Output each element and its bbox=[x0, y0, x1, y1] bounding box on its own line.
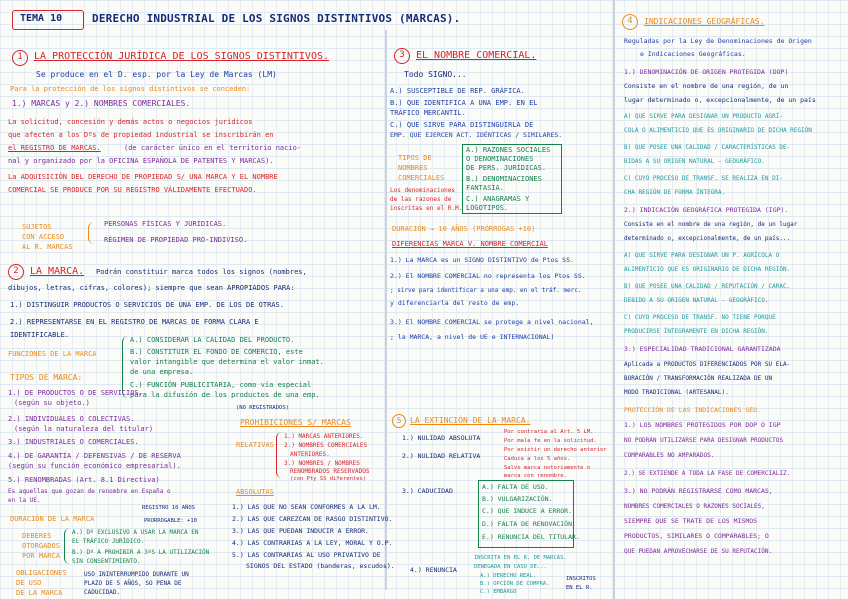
absolutas-label: ABSOLUTAS bbox=[236, 488, 274, 496]
proteccion-3a: 3.) NO PODRÁN REGISTRARSE COMO MARCAS, bbox=[624, 487, 773, 495]
diferencia-3a: 3.) El NOMBRE COMERCIAL se protege a nivel nacional, bbox=[390, 318, 594, 326]
extincion-label: LA EXTINCIÓN DE LA MARCA. bbox=[410, 416, 531, 425]
proteccion-1a: 1.) LOS NOMBRES PROTEGIDOS POR DOP O IGP bbox=[624, 421, 781, 429]
tipo-2b: (según la naturaleza del titular) bbox=[14, 425, 154, 433]
section-4-number: 4 bbox=[622, 14, 638, 30]
funcion-b3: de una empresa. bbox=[130, 368, 194, 376]
obligaciones-label-3: DE LA MARCA bbox=[16, 589, 63, 597]
igp-title: 2.) INDICACIÓN GEOGRÁFICA PROTEGIDA (IGP). bbox=[624, 206, 789, 214]
obligacion-t1: USO ININTERRUMPIDO DURANTE UN bbox=[84, 571, 189, 578]
obligaciones-label-2: DE USO bbox=[16, 579, 42, 587]
dop-b2: BIDAS A SU ORIGEN NATURAL - GEOGRÁFICO. bbox=[624, 158, 765, 165]
deberes-label-2: OTORGADOS bbox=[22, 542, 60, 550]
diferencia-2c: y diferenciarla del resto de emp. bbox=[390, 299, 520, 307]
diferencia-1: 1.) La MARCA es un SIGNO DISTINTIVO de Ptos SS. bbox=[390, 256, 574, 264]
diferencia-2a: 2.) El NOMBRE COMERCIAL no representa los Ptos SS. bbox=[390, 272, 586, 280]
tn-a2: O DENOMINACIONES bbox=[466, 155, 534, 163]
column-divider-2 bbox=[613, 0, 615, 599]
etg-line-2: BORACIÓN / TRANSFORMACIÓN REALIZADA DE UN bbox=[624, 375, 773, 382]
igp-c2: PRODUCIRSE ÍNTEGRAMENTE EN DICHA REGIÓN. bbox=[624, 328, 769, 335]
sujetos-option-1: PERSONAS FÍSICAS Y JURÍDICAS. bbox=[104, 220, 227, 228]
caducidad-c: C.) QUE INDUCE A ERROR. bbox=[482, 507, 573, 515]
obligacion-t2: PLAZO DE 5 AÑOS, SO PENA DE bbox=[84, 580, 182, 587]
tn-c2: LOGOTIPOS. bbox=[466, 204, 509, 212]
funcion-a: A.) CONSIDERAR LA CALIDAD DEL PRODUCTO. bbox=[130, 336, 295, 344]
absoluta-5b: SIGNOS DEL ESTADO (banderas, escudos). bbox=[246, 562, 395, 570]
funcion-note: (NO REGISTRADOS) bbox=[236, 405, 289, 411]
extincion-1-note-1: Por contraria al Art. 5 LM. bbox=[504, 429, 594, 435]
renuncia-4: B.) OPCIÓN DE COMPRA. bbox=[480, 581, 550, 587]
section-3-number: 3 bbox=[394, 48, 410, 64]
s3-c2: EMP. QUE EJERCEN ACT. IDÉNTICAS / SIMILARES. bbox=[390, 131, 563, 139]
etg-line-3: MODO TRADICIONAL (ARTESANAL). bbox=[624, 389, 729, 396]
extincion-1: 1.) NULIDAD ABSOLUTA bbox=[402, 434, 481, 442]
funcion-b1: B.) CONSTITUIR EL FONDO DE COMERCIO, este bbox=[130, 348, 303, 356]
renuncia-6: INSCRITOS bbox=[566, 576, 596, 582]
s1-line-1: La solicitud, concesión y demás actos o negocios jurídicos bbox=[8, 118, 253, 126]
section-4-title: INDICACIONES GEOGRÁFICAS. bbox=[644, 17, 765, 26]
s2-line-1: Podrán constituir marca todos los signos (nombres, bbox=[96, 268, 307, 276]
proteccion-title: PROTECCIÓN DE LAS INDICACIONES GEO. bbox=[624, 406, 761, 414]
tn-a1: A.) RAZONES SOCIALES bbox=[466, 146, 551, 154]
funciones-label: FUNCIONES DE LA MARCA bbox=[8, 350, 97, 358]
section-3-title: EL NOMBRE COMERCIAL. bbox=[416, 50, 537, 61]
absoluta-5a: 5.) LAS CONTRARIAS AL USO PRIVATIVO DE bbox=[232, 551, 381, 559]
deber-a2: EL TRÁFICO JURÍDICO. bbox=[72, 538, 145, 545]
tipos-nombre-label-1: TIPOS DE bbox=[398, 154, 432, 162]
absoluta-2: 2.) LAS QUE CAREZCAN DE RASGO DISTINTIVO. bbox=[232, 515, 393, 523]
diferencias-label: DIFERENCIAS MARCA V. NOMBRE COMERCIAL bbox=[392, 240, 548, 248]
s3-a: A.) SUSCEPTIBLE DE REP. GRÁFICA. bbox=[390, 87, 525, 95]
caducidad-d: D.) FALTA DE RENOVACIÓN. bbox=[482, 520, 576, 528]
section-4-subtitle-1: Reguladas por la Ley de Denominaciones de Origen bbox=[624, 37, 812, 45]
dop-b1: B) QUE POSEE UNA CALIDAD / CARACTERÍSTICAS DE- bbox=[624, 144, 791, 151]
relativas-label: RELATIVAS bbox=[236, 441, 274, 449]
s3-b1: B.) QUE IDENTIFICA A UNA EMP. EN EL bbox=[390, 99, 538, 107]
extincion-2-note-4: marca con renombre. bbox=[504, 473, 567, 479]
etg-line-1: Aplicada a PRODUCTOS DIFERENCIADOS POR SU ELA- bbox=[624, 361, 791, 368]
section-1-items: 1.) MARCAS y 2.) NOMBRES COMERCIALES. bbox=[12, 99, 191, 108]
page-title: DERECHO INDUSTRIAL DE LOS SIGNOS DISTINTIVOS (MARCAS). bbox=[92, 12, 461, 25]
obligaciones-label-1: OBLIGACIONES bbox=[16, 569, 67, 577]
duracion-nombre: DURACIÓN → 10 AÑOS (PRÓRROGAS +10) bbox=[392, 225, 536, 233]
sujetos-label-3: AL R. MARCAS bbox=[22, 243, 73, 251]
relativa-1: 1.) MARCAS ANTERIORES. bbox=[284, 433, 364, 440]
dop-a2: COLA O ALIMENTICIO QUE ES ORIGINARIO DE DICHA REGIÓN bbox=[624, 127, 812, 134]
section-1-subtitle: Se produce en el D. esp. por la Ley de Marcas (LM) bbox=[36, 70, 277, 79]
obligacion-t3: CADUCIDAD. bbox=[84, 589, 121, 596]
extincion-3: 3.) CADUCIDAD bbox=[402, 487, 453, 495]
dop-a1: A) QUE SIRVE PARA DESIGNAR UN PRODUCTO AGRÍ- bbox=[624, 113, 783, 120]
tipo-5a: 5.) RENOMBRADAS (Art. 8.1 Directiva) bbox=[8, 476, 160, 484]
igp-line-1: Consiste en el nombre de una región, de un lugar bbox=[624, 221, 798, 228]
relativa-3c: (con Pty SS diferentes) bbox=[290, 476, 367, 482]
proteccion-3c: SIEMPRE QUE SE TRATE DE LOS MISMOS bbox=[624, 517, 758, 525]
s1-line-2: que afecten a los Dºs de propiedad industrial se inscribirán en bbox=[8, 131, 274, 139]
extincion-1-note-2: Por mala fe en la solicitud. bbox=[504, 438, 597, 444]
diferencia-3b: ; la MARCA, a nivel de UE e INTERNACIONAL) bbox=[390, 333, 555, 341]
tipo-5b: Es aquellas que gozan de renombre en España o bbox=[8, 488, 171, 495]
igp-b1: B) QUE POSEE UNA CALIDAD / REPUTACIÓN / CARAC. bbox=[624, 283, 791, 290]
tipo-1a: 1.) DE PRODUCTOS O DE SERVICIOS. bbox=[8, 389, 143, 397]
relativa-2b: ANTERIORES. bbox=[290, 451, 330, 458]
sujetos-label-1: SUJETOS bbox=[22, 223, 52, 231]
tipos-nombre-note-1: Los denominaciones bbox=[390, 187, 456, 194]
proteccion-3d: PRODUCTOS, SIMILARES O COMPARABLES; O bbox=[624, 532, 769, 540]
tipo-4a: 4.) DE GARANTÍA / DEFENSIVAS / DE RESERVA bbox=[8, 452, 181, 460]
tipos-label: TIPOS DE MARCA: bbox=[10, 373, 83, 382]
s1-line-5: La ADQUISICIÓN DEL DERECHO DE PROPIEDAD S/ UNA MARCA Y EL NOMBRE bbox=[8, 173, 278, 181]
proteccion-3b: NOMBRES COMERCIALES O RAZONES SOCIALES, bbox=[624, 503, 765, 510]
tn-a3: DE PERS. JURÍDICAS. bbox=[466, 164, 547, 172]
renuncia-1: INSCRITA EN EL R. DE MARCAS. bbox=[474, 555, 567, 561]
proteccion-2: 2.) SE EXTIENDE A TODA LA FASE DE COMERCIALIZ. bbox=[624, 470, 791, 477]
igp-line-2: determinado o, excepcionalmente, de un país... bbox=[624, 235, 791, 242]
igp-b2: DEBIDO A SU ORIGEN NATURAL - GEOGRÁFICO. bbox=[624, 297, 769, 304]
s2-item-2a: 2.) REPRESENTARSE EN EL REGISTRO DE MARCAS DE FORMA CLARA E bbox=[10, 318, 259, 326]
caducidad-a: A.) FALTA DE USO. bbox=[482, 483, 549, 491]
relativa-3a: 3.) NOMBRES / NOMBRES bbox=[284, 460, 360, 467]
dop-c1: C) CUYO PROCESO DE TRANSF. SE REALIZA EN DI- bbox=[624, 175, 783, 182]
dop-c2: CHA REGIÓN DE FORMA ÍNTEGRA. bbox=[624, 189, 726, 196]
caducidad-e: E.) RENUNCIA DEL TITULAR. bbox=[482, 533, 580, 541]
section-2-title: LA MARCA. bbox=[30, 266, 85, 277]
etg-title: 3.) ESPECIALIDAD TRADICIONAL GARANTIZADA bbox=[624, 345, 781, 353]
s2-item-2b: IDENTIFICABLE. bbox=[10, 331, 70, 339]
s3-b2: TRÁFICO MERCANTIL. bbox=[390, 109, 466, 117]
dop-line-2: lugar determinado o, excepcionalmente, de un país bbox=[624, 96, 816, 104]
extincion-4: 4.) RENUNCIA bbox=[410, 566, 457, 574]
absoluta-4: 4.) LAS CONTRARIAS A LA LEY, MORAL Y O.P. bbox=[232, 539, 393, 547]
tipo-1b: (según su objeto.) bbox=[14, 399, 90, 407]
relativa-2a: 2.) NOMBRES COMERCIALES bbox=[284, 442, 368, 449]
section-5-number: 5 bbox=[392, 414, 406, 428]
igp-a2: ALIMENTICIO QUE ES ORIGINARIO DE DICHA REGIÓN. bbox=[624, 266, 791, 273]
renuncia-2: DENEGADA EN CASO DE... bbox=[474, 564, 547, 570]
tipo-2a: 2.) INDIVIDUALES O COLECTIVAS. bbox=[8, 415, 135, 423]
tipos-nombre-note-2: de las razones de bbox=[390, 196, 452, 203]
funcion-c2: para la difusión de los productos de una emp. bbox=[130, 391, 320, 399]
deber-b2: SIN CONSENTIMIENTO. bbox=[72, 558, 141, 565]
tipos-nombre-note-3: inscritas en el R.M. bbox=[390, 205, 463, 212]
section-2-number: 2 bbox=[8, 264, 24, 280]
igp-a1: A) QUE SIRVE PARA DESIGNAR UN P. AGRÍCOLA O bbox=[624, 252, 780, 259]
funcion-c1: C.) FUNCIÓN PUBLICITARIA, como vía especial bbox=[130, 381, 312, 389]
deberes-label-1: DEBERES bbox=[22, 532, 52, 540]
caducidad-b: B.) VULGARIZACIÓN. bbox=[482, 495, 553, 503]
extincion-2: 2.) NULIDAD RELATIVA bbox=[402, 452, 481, 460]
section-1-number: 1 bbox=[12, 50, 28, 66]
tipo-5c: en la UE. bbox=[8, 497, 41, 504]
sujetos-brace bbox=[88, 222, 97, 244]
renuncia-5: C.) EMBARGO bbox=[480, 589, 517, 595]
deber-b1: B.) Dº A PROHIBIR A 3ºS LA UTILIZACIÓN bbox=[72, 549, 210, 556]
relativas-brace bbox=[276, 432, 283, 478]
s1-line-3b: (de carácter único en el territorio nacio- bbox=[124, 144, 302, 152]
proteccion-1b: NO PODRÁN UTILIZARSE PARA DESIGNAR PRODUCTOS bbox=[624, 437, 783, 444]
sujetos-label-2: CON ACCESO bbox=[22, 233, 65, 241]
s1-line-4: nal y organizado por la OFICINA ESPAÑOLA DE PATENTES Y MARCAS). bbox=[8, 157, 274, 165]
dop-line-1: Consiste en el nombre de una región, de un bbox=[624, 82, 789, 90]
prohibiciones-label: PROHIBICIONES S/ MARCAS bbox=[240, 418, 351, 427]
tipo-4b: (según su función económico empresarial). bbox=[8, 462, 181, 470]
proteccion-3e: QUE PUEDAN APROVECHARSE DE SU REPUTACIÓN. bbox=[624, 548, 773, 555]
section-1-para: Para la protección de los signos distintivos se conceden: bbox=[10, 85, 251, 93]
tn-b2: FANTASÍA. bbox=[466, 184, 504, 192]
tipos-nombre-label-2: NOMBRES bbox=[398, 164, 428, 172]
s3-c1: C.) QUE SIRVE PARA DISTINGUIRLA DE bbox=[390, 121, 534, 129]
proteccion-1c: COMPARABLES NO AMPARADOS. bbox=[624, 452, 715, 459]
diferencia-2b: ; sirve para identificar a una emp. en el tráf. merc. bbox=[390, 287, 582, 294]
absoluta-1: 1.) LAS QUE NO SEAN CONFORMES A LA LM. bbox=[232, 503, 381, 511]
section-3-subtitle: Todo SIGNO... bbox=[404, 70, 467, 79]
absoluta-3: 3.) LAS QUE PUEDAN INDUCIR A ERROR. bbox=[232, 527, 369, 535]
extincion-2-note-1: Por existir un derecho anterior bbox=[504, 447, 607, 453]
column-divider-1 bbox=[385, 30, 387, 590]
s1-line-6: COMERCIAL SE PRODUCE POR SU REGISTRO VÁLIDAMENTE EFECTUADO. bbox=[8, 186, 257, 194]
s2-item-1: 1.) DISTINGUIR PRODUCTOS O SERVICIOS DE UNA EMP. DE LOS DE OTRAS. bbox=[10, 301, 284, 309]
duracion-label: DURACIÓN DE LA MARCA bbox=[10, 515, 95, 523]
s2-line-2: dibujos, letras, cifras, colores); siempre que sean APROPIADOS PARA: bbox=[8, 284, 295, 292]
dop-title: 1.) DENOMINACIÓN DE ORIGEN PROTEGIDA (DOP) bbox=[624, 68, 789, 76]
relativa-3b: RENOMBRADOS RESERVADOS bbox=[290, 468, 370, 475]
deberes-label-3: POR MARCA bbox=[22, 552, 60, 560]
deber-a1: A.) Dº EXCLUSIVO A USAR LA MARCA EN bbox=[72, 529, 199, 536]
section-4-subtitle-2: e Indicaciones Geográficas. bbox=[640, 50, 746, 58]
tn-b1: B.) DENOMINACIONES bbox=[466, 175, 542, 183]
tipos-nombre-label-3: COMERCIALES bbox=[398, 174, 445, 182]
tn-c1: C.) ANAGRAMAS Y bbox=[466, 195, 530, 203]
tema-label: TEMA 10 bbox=[20, 13, 63, 24]
funcion-b2: valor intangible que determina el valor inmat. bbox=[130, 358, 324, 366]
sujetos-option-2: RÉGIMEN DE PROPIEDAD PRO-INDIVISO. bbox=[104, 236, 248, 244]
renuncia-7: EN EL R. bbox=[566, 585, 593, 591]
tipo-3: 3.) INDUSTRIALES O COMERCIALES. bbox=[8, 438, 139, 446]
duracion-note-2: PRORROGABLE: +10 bbox=[144, 518, 197, 524]
renuncia-3: A.) DERECHO REAL. bbox=[480, 573, 537, 579]
deberes-brace bbox=[64, 528, 71, 564]
section-1-title: LA PROTECCIÓN JURÍDICA DE LOS SIGNOS DISTINTIVOS. bbox=[34, 51, 330, 62]
igp-c1: C) CUYO PROCESO DE TRANSF. NO TIENE PORQUÉ bbox=[624, 314, 776, 321]
duracion-note-1: REGISTRO 10 AÑOS bbox=[142, 505, 195, 511]
extincion-2-note-2: Caduca a los 5 años. bbox=[504, 456, 571, 462]
extincion-2-note-3: Salvo marca notoriamente o bbox=[504, 465, 591, 471]
s1-line-3a: el REGISTRO DE MARCAS. bbox=[8, 144, 101, 152]
